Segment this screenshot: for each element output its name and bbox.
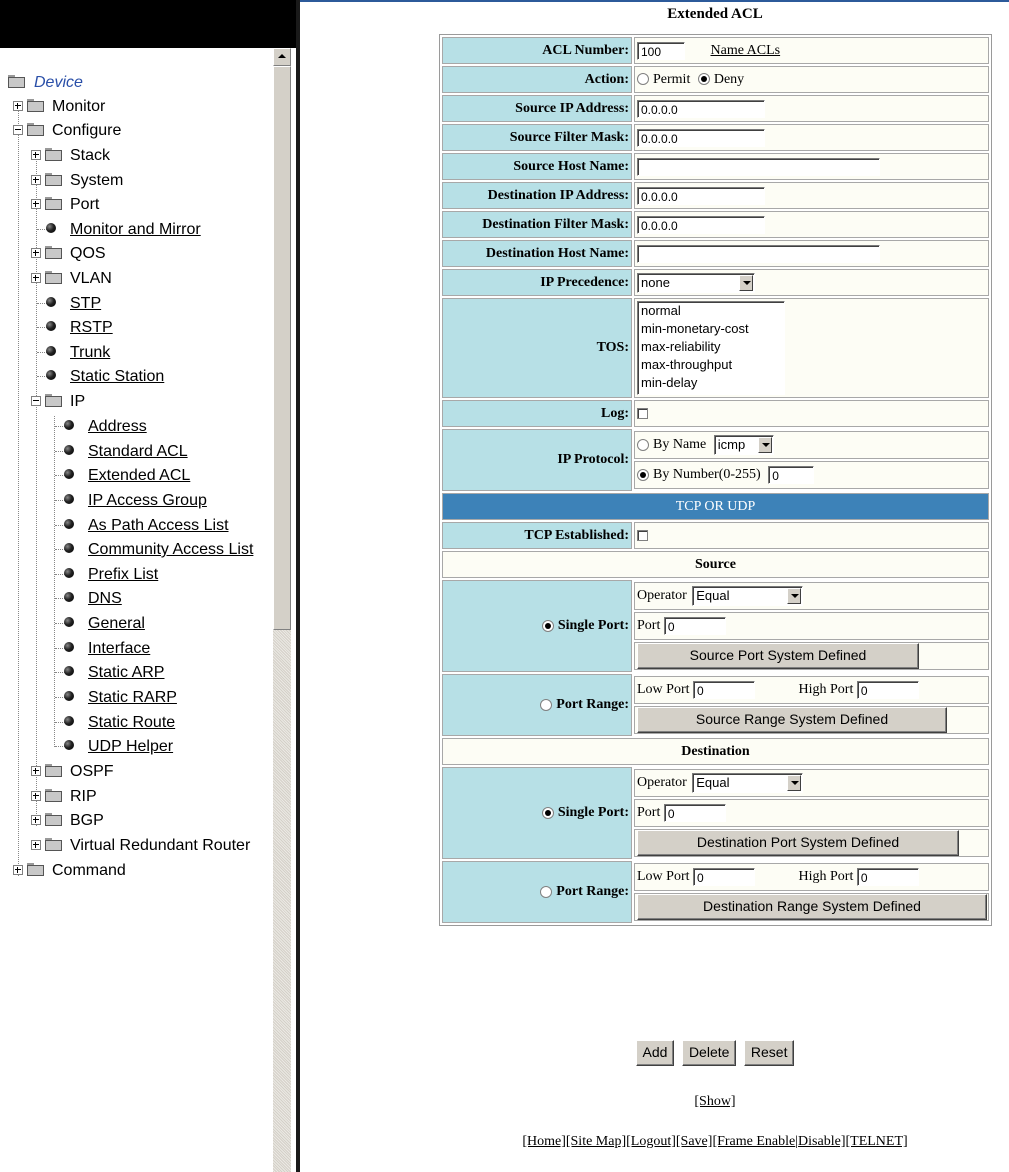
tos-label: TOS: bbox=[442, 298, 632, 398]
tcp-established-checkbox[interactable] bbox=[637, 530, 648, 541]
tos-listbox[interactable] bbox=[637, 301, 785, 395]
page-bullet-icon bbox=[64, 420, 74, 430]
destination-operator-row bbox=[634, 769, 989, 797]
source-port-range-label: Port Range: bbox=[556, 697, 629, 712]
source-mask-input[interactable]: 0.0.0.0 bbox=[637, 129, 765, 147]
collapse-icon[interactable] bbox=[13, 125, 23, 135]
page-bullet-icon bbox=[64, 691, 74, 701]
source-range-button-row bbox=[634, 706, 989, 734]
source-section-header: Source bbox=[442, 551, 989, 578]
by-name-label: By Name bbox=[653, 437, 707, 453]
page-bullet-icon bbox=[64, 494, 74, 504]
show-row bbox=[300, 1094, 1009, 1110]
source-range-row bbox=[634, 676, 989, 704]
acl-number-label: ACL Number: bbox=[442, 37, 632, 64]
banner bbox=[0, 0, 296, 48]
source-operator-select[interactable] bbox=[692, 586, 803, 606]
source-high-port-input[interactable]: 0 bbox=[857, 681, 919, 699]
source-ip-cell bbox=[634, 95, 989, 122]
by-name-radio[interactable] bbox=[637, 439, 649, 451]
chevron-down-icon[interactable] bbox=[758, 437, 772, 453]
tos-cell bbox=[634, 298, 989, 398]
page-bullet-icon bbox=[64, 543, 74, 553]
source-range-system-defined-button[interactable]: Source Range System Defined bbox=[637, 707, 947, 733]
ip-protocol-cell bbox=[634, 429, 989, 491]
source-port-range-table bbox=[634, 674, 989, 736]
ip-protocol-label: IP Protocol: bbox=[442, 429, 632, 491]
tcp-udp-header: TCP OR UDP bbox=[442, 493, 989, 520]
destination-host-label: Destination Host Name: bbox=[442, 240, 632, 267]
destination-mask-input[interactable]: 0.0.0.0 bbox=[637, 216, 765, 234]
source-host-label: Source Host Name: bbox=[442, 153, 632, 180]
log-label: Log: bbox=[442, 400, 632, 427]
device-icon bbox=[8, 75, 24, 87]
protocol-number-input[interactable]: 0 bbox=[768, 466, 814, 484]
sidebar-scrollbar[interactable] bbox=[273, 48, 291, 1172]
chevron-down-icon[interactable] bbox=[739, 275, 753, 291]
destination-port-range-cell bbox=[442, 861, 632, 923]
action-label: Action: bbox=[442, 66, 632, 93]
source-host-input[interactable] bbox=[637, 158, 880, 176]
acl-number-cell bbox=[634, 37, 989, 64]
page-bullet-icon bbox=[64, 592, 74, 602]
expand-icon[interactable] bbox=[31, 175, 41, 185]
source-mask-cell bbox=[634, 124, 989, 151]
destination-port-system-defined-button[interactable]: Destination Port System Defined bbox=[637, 830, 959, 856]
source-host-cell bbox=[634, 153, 989, 180]
folder-icon bbox=[45, 271, 61, 283]
tos-option[interactable]: max-reliability bbox=[641, 339, 721, 354]
ip-precedence-select[interactable] bbox=[637, 273, 755, 293]
page-bullet-icon bbox=[46, 321, 56, 331]
reset-button[interactable]: Reset bbox=[744, 1040, 795, 1066]
logout-link[interactable]: [Logout] bbox=[626, 1134, 676, 1149]
footer-links bbox=[300, 1134, 1009, 1150]
protocol-name-value: icmp bbox=[717, 437, 746, 452]
page-bullet-icon bbox=[46, 297, 56, 307]
by-number-radio[interactable] bbox=[637, 469, 649, 481]
navigation-frame: Device Monitor Configure Stack System Port Monitor and Mirror QOS VLAN STP RSTP Trunk Static Station IP Address Standard ACL Extended ACL IP Access Group As Path Access List Community Access List Prefix List DNS General Interface Static ARP Static RARP Static Route UDP Helper OSPF RIP BGP Virtual Redundant Router Command bbox=[0, 0, 297, 1172]
expand-icon[interactable] bbox=[31, 791, 41, 801]
destination-port-range-label: Port Range: bbox=[556, 884, 629, 899]
page-bullet-icon bbox=[64, 617, 74, 627]
folder-icon bbox=[45, 789, 61, 801]
action-cell bbox=[634, 66, 989, 93]
source-ip-label: Source IP Address: bbox=[442, 95, 632, 122]
source-port-button-row bbox=[634, 642, 989, 670]
destination-port-row bbox=[634, 799, 989, 827]
destination-single-port-label: Single Port: bbox=[557, 805, 629, 820]
deny-label: Deny bbox=[713, 71, 745, 87]
scroll-up-arrow-icon[interactable] bbox=[273, 48, 291, 66]
expand-icon[interactable] bbox=[31, 273, 41, 283]
destination-ip-label: Destination IP Address: bbox=[442, 182, 632, 209]
log-cell bbox=[634, 400, 989, 427]
extended-acl-form bbox=[439, 34, 992, 926]
destination-ip-input[interactable]: 0.0.0.0 bbox=[637, 187, 765, 205]
page-bullet-icon bbox=[46, 223, 56, 233]
page-bullet-icon bbox=[64, 519, 74, 529]
folder-icon bbox=[45, 197, 61, 209]
destination-single-port-cell bbox=[442, 767, 632, 859]
source-low-port-input[interactable]: 0 bbox=[693, 681, 755, 699]
add-button[interactable]: Add bbox=[636, 1040, 675, 1066]
ip-precedence-cell bbox=[634, 269, 989, 296]
log-checkbox[interactable] bbox=[637, 408, 648, 419]
folder-icon bbox=[45, 813, 61, 825]
ip-precedence-value: none bbox=[641, 274, 670, 290]
by-name-row bbox=[634, 431, 989, 459]
delete-button[interactable]: Delete bbox=[682, 1040, 736, 1066]
source-single-port-table bbox=[634, 580, 989, 672]
expand-icon[interactable] bbox=[31, 199, 41, 209]
folder-icon bbox=[45, 246, 61, 258]
by-number-row bbox=[634, 461, 989, 489]
scrollbar-thumb[interactable] bbox=[273, 66, 291, 630]
source-single-port-label: Single Port: bbox=[557, 618, 629, 633]
destination-port-input[interactable]: 0 bbox=[664, 804, 726, 822]
save-link[interactable]: [Save] bbox=[675, 1134, 713, 1149]
destination-low-port-input[interactable]: 0 bbox=[693, 868, 755, 886]
tos-option[interactable]: min-monetary-cost bbox=[641, 321, 749, 336]
destination-port-range-fields bbox=[634, 861, 989, 923]
source-operator-label: Operator bbox=[637, 588, 687, 604]
source-port-label: Port bbox=[637, 618, 661, 634]
page-bullet-icon bbox=[64, 469, 74, 479]
page-bullet-icon bbox=[46, 346, 56, 356]
destination-single-port-radio[interactable] bbox=[542, 807, 554, 819]
destination-high-port-input[interactable]: 0 bbox=[857, 868, 919, 886]
destination-mask-cell bbox=[634, 211, 989, 238]
folder-icon bbox=[27, 863, 43, 875]
protocol-name-select[interactable] bbox=[714, 435, 774, 455]
tree-line bbox=[18, 104, 19, 876]
source-single-port-radio[interactable] bbox=[542, 620, 554, 632]
source-port-row bbox=[634, 612, 989, 640]
chevron-down-icon[interactable] bbox=[787, 588, 801, 604]
page-bullet-icon bbox=[64, 445, 74, 455]
folder-icon bbox=[45, 148, 61, 160]
site-map-link[interactable]: [Site Map] bbox=[565, 1134, 627, 1149]
tcp-established-cell bbox=[634, 522, 989, 549]
expand-icon[interactable] bbox=[31, 840, 41, 850]
footer-separator: | bbox=[795, 1134, 799, 1149]
source-port-range-cell bbox=[442, 674, 632, 736]
by-number-label: By Number(0-255) bbox=[653, 467, 761, 483]
tcp-established-label: TCP Established: bbox=[442, 522, 632, 549]
destination-ip-cell bbox=[634, 182, 989, 209]
name-acls-link[interactable]: Name ACLs bbox=[710, 42, 781, 58]
folder-open-icon bbox=[45, 394, 61, 406]
source-single-port-cell bbox=[442, 580, 632, 672]
expand-icon[interactable] bbox=[13, 865, 23, 875]
destination-operator-select[interactable] bbox=[692, 773, 803, 793]
folder-icon bbox=[27, 99, 43, 111]
page-bullet-icon bbox=[64, 666, 74, 676]
destination-operator-value: Equal bbox=[696, 775, 730, 790]
source-operator-value: Equal bbox=[696, 588, 730, 603]
source-port-input[interactable]: 0 bbox=[664, 617, 726, 635]
destination-port-range-radio[interactable] bbox=[540, 886, 552, 898]
source-port-range-radio[interactable] bbox=[540, 699, 552, 711]
page-bullet-icon bbox=[64, 568, 74, 578]
source-operator-row bbox=[634, 582, 989, 610]
collapse-icon[interactable] bbox=[31, 396, 41, 406]
frame-enable-link[interactable]: [Frame Enable bbox=[712, 1134, 796, 1149]
folder-open-icon bbox=[27, 123, 43, 135]
chevron-down-icon[interactable] bbox=[787, 775, 801, 791]
expand-icon[interactable] bbox=[31, 248, 41, 258]
source-single-port-fields bbox=[634, 580, 989, 672]
destination-section-header: Destination bbox=[442, 738, 989, 765]
ip-precedence-label: IP Precedence: bbox=[442, 269, 632, 296]
destination-operator-label: Operator bbox=[637, 775, 687, 791]
page-bullet-icon bbox=[64, 642, 74, 652]
destination-single-port-fields bbox=[634, 767, 989, 859]
destination-range-button-row bbox=[634, 893, 989, 921]
destination-mask-label: Destination Filter Mask: bbox=[442, 211, 632, 238]
folder-icon bbox=[45, 838, 61, 850]
destination-port-button-row bbox=[634, 829, 989, 857]
page-bullet-icon bbox=[46, 370, 56, 380]
source-port-system-defined-button[interactable]: Source Port System Defined bbox=[637, 643, 919, 669]
tos-option[interactable]: min-delay bbox=[641, 375, 698, 390]
home-link[interactable]: [Home] bbox=[522, 1134, 566, 1149]
source-port-range-fields bbox=[634, 674, 989, 736]
destination-low-port-label: Low Port bbox=[637, 869, 690, 885]
tos-option[interactable]: max-throughput bbox=[641, 357, 733, 372]
destination-host-cell bbox=[634, 240, 989, 267]
frame-disable-link[interactable]: Disable] bbox=[798, 1134, 846, 1149]
destination-port-range-table bbox=[634, 861, 989, 923]
tos-option[interactable]: normal bbox=[641, 303, 681, 318]
expand-icon[interactable] bbox=[31, 815, 41, 825]
destination-high-port-label: High Port bbox=[798, 869, 854, 885]
expand-icon[interactable] bbox=[13, 101, 23, 111]
folder-icon bbox=[45, 764, 61, 776]
page-title: Extended ACL bbox=[667, 6, 763, 22]
show-link[interactable]: [Show] bbox=[694, 1094, 736, 1109]
deny-radio[interactable] bbox=[698, 73, 710, 85]
content-frame bbox=[300, 0, 1009, 1172]
destination-range-row bbox=[634, 863, 989, 891]
form-actions bbox=[300, 1040, 1009, 1066]
expand-icon[interactable] bbox=[31, 766, 41, 776]
destination-single-port-table bbox=[634, 767, 989, 859]
source-low-port-label: Low Port bbox=[637, 682, 690, 698]
source-high-port-label: High Port bbox=[798, 682, 854, 698]
destination-host-input[interactable] bbox=[637, 245, 880, 263]
permit-label: Permit bbox=[653, 71, 691, 87]
page-bullet-icon bbox=[64, 740, 74, 750]
folder-icon bbox=[45, 173, 61, 185]
expand-icon[interactable] bbox=[31, 150, 41, 160]
source-ip-input[interactable]: 0.0.0.0 bbox=[637, 100, 765, 118]
destination-port-label: Port bbox=[637, 805, 661, 821]
source-mask-label: Source Filter Mask: bbox=[442, 124, 632, 151]
telnet-link[interactable]: [TELNET] bbox=[845, 1134, 908, 1149]
acl-number-input[interactable]: 100 bbox=[637, 42, 685, 60]
destination-range-system-defined-button[interactable]: Destination Range System Defined bbox=[637, 894, 987, 920]
ip-protocol-options bbox=[634, 429, 989, 491]
permit-radio[interactable] bbox=[637, 73, 649, 85]
page-bullet-icon bbox=[64, 716, 74, 726]
